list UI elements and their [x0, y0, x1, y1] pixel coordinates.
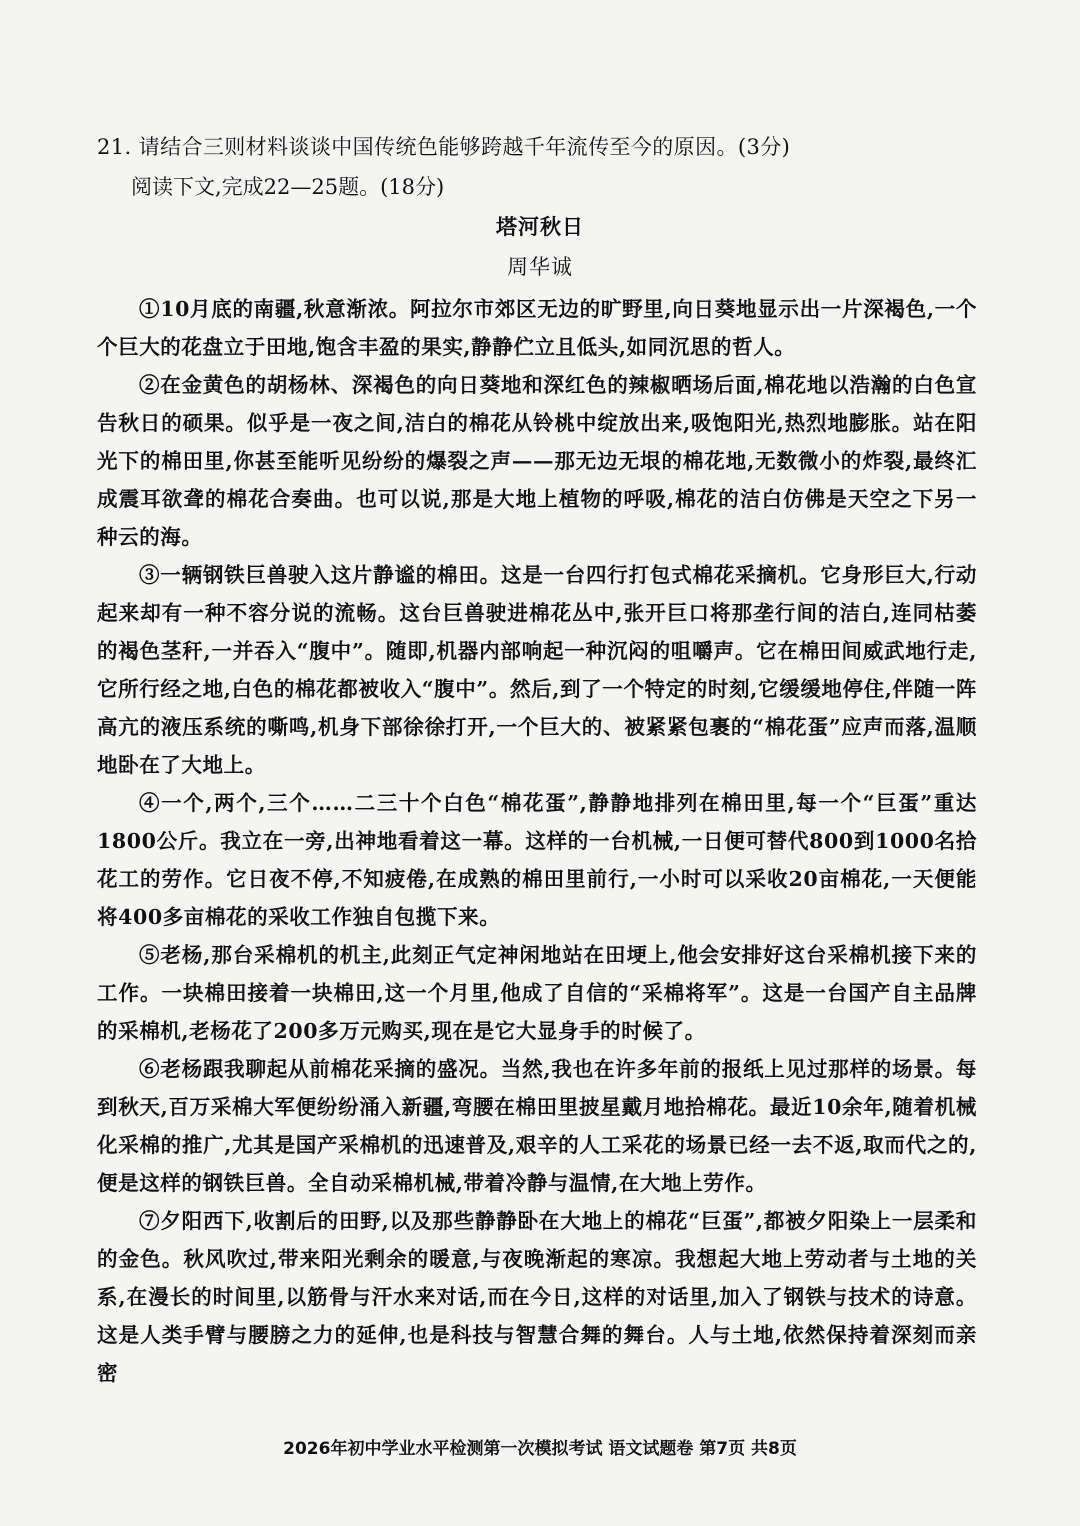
page-footer: 2026年初中学业水平检测第一次模拟考试 语文试题卷 第7页 共8页 — [283, 1439, 797, 1459]
paragraph-6: ⑥老杨跟我聊起从前棉花采摘的盛况。当然,我也在许多年前的报纸上见过那样的场景。每到秋天,百万采棉大军便纷纷涌入新疆,弯腰在棉田里披星戴月地拾棉花。最近10余年,随着机械化采棉的推广,尤其是国产采棉机的迅速普及,艰辛的人工采花的场景已经一去不返,取而代之的,便是这样的钢铁巨兽。全自动采棉机械,带着冷静与温情,在大地上劳作。 — [97, 1057, 977, 1195]
paragraph-3: ③一辆钢铁巨兽驶入这片静谧的棉田。这是一台四行打包式棉花采摘机。它身形巨大,行动起来却有一种不容分说的流畅。这台巨兽驶进棉花丛中,张开巨口将那垄行间的洁白,连同枯萎的褐色茎秆,一并吞入“腹中”。随即,机器内部响起一种沉闷的咀嚼声。它在棉田间威武地行走,它所行经之地,白色的棉花都被收入“腹中”。然后,到了一个特定的时刻,它缓缓地停住,伴随一阵高亢的液压系统的嘶鸣,机身下部徐徐打开,一个巨大的、被紧紧包裹的“棉花蛋”应声而落,温顺地卧在了大地上。 — [97, 563, 977, 777]
article-body — [97, 290, 977, 1392]
paragraph-5: ⑤老杨,那台采棉机的机主,此刻正气定神闲地站在田埂上,他会安排好这台采棉机接下来的工作。一块棉田接着一块棉田,这一个月里,他成了自信的“采棉将军”。这是一台国产自主品牌的采棉机,老杨花了200多万元购买,现在是它大显身手的时候了。 — [97, 943, 977, 1043]
reading-instruction: 阅读下文,完成22—25题。(18分) — [131, 175, 445, 199]
article-author: 周华诚 — [507, 255, 573, 279]
paragraph-2: ②在金黄色的胡杨林、深褐色的向日葵地和深红色的辣椒晒场后面,棉花地以浩瀚的白色宣告秋日的硕果。似乎是一夜之间,洁白的棉花从铃桃中绽放出来,吸饱阳光,热烈地膨胀。站在阳光下的棉田里,你甚至能听见纷纷的爆裂之声——那无边无垠的棉花地,无数微小的炸裂,最终汇成震耳欲聋的棉花合奏曲。也可以说,那是大地上植物的呼吸,棉花的洁白仿佛是天空之下另一种云的海。 — [97, 373, 977, 549]
question-21: 21. 请结合三则材料谈谈中国传统色能够跨越千年流传至今的原因。(3分) — [97, 135, 791, 159]
article-title: 塔河秋日 — [496, 214, 584, 239]
paragraph-4: ④一个,两个,三个……二三十个白色“棉花蛋”,静静地排列在棉田里,每一个“巨蛋”重达1800公斤。我立在一旁,出神地看着这一幕。这样的一台机械,一日便可替代800到1000名拾花工的劳作。它日夜不停,不知疲倦,在成熟的棉田里前行,一小时可以采收20亩棉花,一天便能将400多亩棉花的采收工作独自包揽下来。 — [97, 791, 977, 929]
paragraph-1: ①10月底的南疆,秋意渐浓。阿拉尔市郊区无边的旷野里,向日葵地显示出一片深褐色,一个个巨大的花盘立于田地,饱含丰盈的果实,静静伫立且低头,如同沉思的哲人。 — [97, 297, 977, 359]
paragraph-7: ⑦夕阳西下,收割后的田野,以及那些静静卧在大地上的棉花“巨蛋”,都被夕阳染上一层柔和的金色。秋风吹过,带来阳光剩余的暖意,与夜晚渐起的寒凉。我想起大地上劳动者与土地的关系,在漫长的时间里,以筋骨与汗水来对话,而在今日,这样的对话里,加入了钢铁与技术的诗意。这是人类手臂与腰膀之力的延伸,也是科技与智慧合舞的舞台。人与土地,依然保持着深刻而亲密 — [97, 1209, 977, 1385]
